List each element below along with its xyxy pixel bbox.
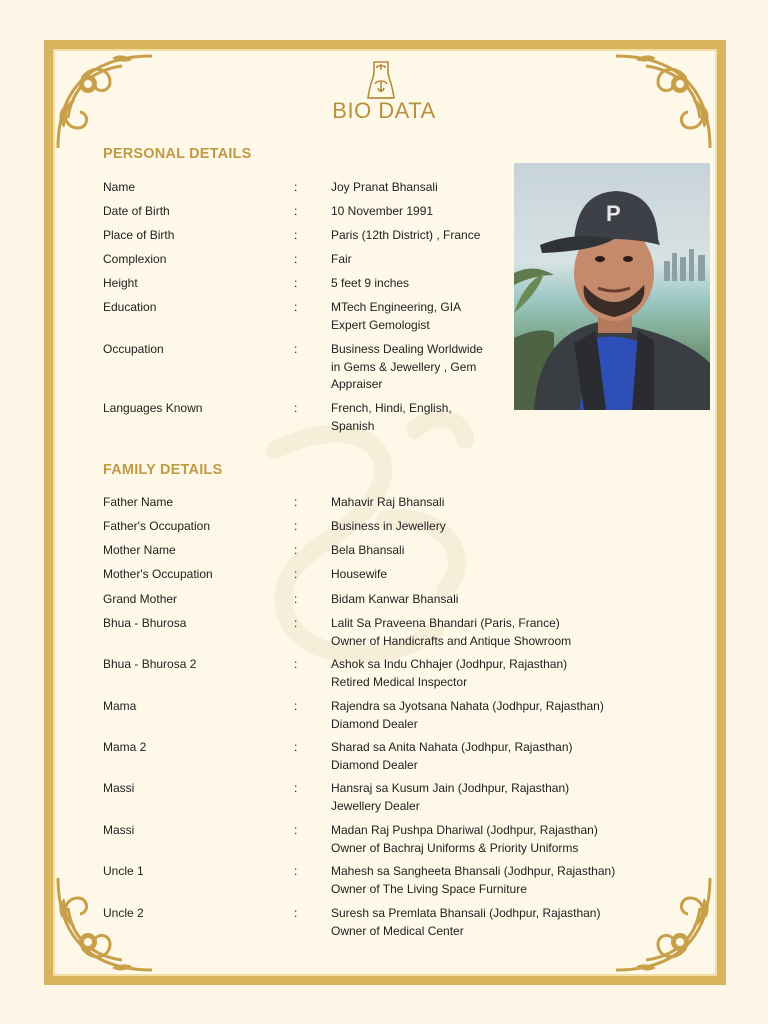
row-separator: : — [294, 616, 298, 630]
floral-corner-ornament — [604, 866, 716, 978]
svg-text:P: P — [606, 201, 621, 226]
row-separator: : — [294, 543, 298, 557]
jain-emblem-icon — [366, 58, 396, 102]
row-separator: : — [294, 495, 298, 509]
row-value: Lalit Sa Praveena Bhandari (Paris, France) Owner of Handicrafts and Antique Showroom — [331, 616, 572, 648]
row-label: Date of Birth — [103, 204, 170, 218]
row-separator: : — [294, 519, 298, 533]
row-value: 10 November 1991 — [331, 204, 434, 218]
row-value: Hansraj sa Kusum Jain (Jodhpur, Rajasthan) Jewellery Dealer — [331, 781, 570, 813]
row-label: Complexion — [103, 252, 167, 266]
row-separator: : — [294, 180, 298, 194]
row-label: Uncle 1 — [103, 864, 144, 878]
row-label: Mother's Occupation — [103, 567, 213, 581]
row-separator: : — [294, 740, 298, 754]
row-label: Father's Occupation — [103, 519, 211, 533]
row-separator: : — [294, 401, 298, 415]
row-separator: : — [294, 204, 298, 218]
row-label: Place of Birth — [103, 228, 175, 242]
row-label: Massi — [103, 781, 135, 795]
row-label: Bhua - Bhurosa — [103, 616, 187, 630]
row-value: Madan Raj Pushpa Dhariwal (Jodhpur, Rajasthan) Owner of Bachraj Uniforms & Priority Uniforms — [331, 823, 598, 855]
profile-photo — [514, 163, 710, 410]
row-label: Occupation — [103, 342, 164, 356]
row-separator: : — [294, 342, 298, 356]
row-value: Housewife — [331, 567, 388, 581]
row-label: Father Name — [103, 495, 174, 509]
row-value: Mahesh sa Sangheeta Bhansali (Jodhpur, Rajasthan) Owner of The Living Space Furniture — [331, 864, 616, 896]
row-value: Business Dealing Worldwide in Gems & Jewellery , Gem Appraiser — [331, 342, 483, 391]
row-label: Mother Name — [103, 543, 176, 557]
row-label: Bhua - Bhurosa 2 — [103, 657, 197, 671]
row-separator: : — [294, 699, 298, 713]
row-label: Education — [103, 300, 157, 314]
section-heading-family: FAMILY DETAILS — [103, 462, 223, 478]
row-separator: : — [294, 657, 298, 671]
row-label: Uncle 2 — [103, 906, 144, 920]
page-title: BIO DATA — [332, 98, 436, 123]
row-separator: : — [294, 823, 298, 837]
row-label: Name — [103, 180, 136, 194]
row-value: Sharad sa Anita Nahata (Jodhpur, Rajasthan) Diamond Dealer — [331, 740, 573, 772]
row-value: Mahavir Raj Bhansali — [331, 495, 445, 509]
row-value: Suresh sa Premlata Bhansali (Jodhpur, Rajasthan) Owner of Medical Center — [331, 906, 601, 938]
row-value: Ashok sa Indu Chhajer (Jodhpur, Rajasthan) Retired Medical Inspector — [331, 657, 568, 689]
row-value: MTech Engineering, GIA Expert Gemologist — [331, 300, 462, 332]
row-separator: : — [294, 592, 298, 606]
row-value: Bidam Kanwar Bhansali — [331, 592, 459, 606]
row-value: 5 feet 9 inches — [331, 276, 410, 290]
row-value: French, Hindi, English, Spanish — [331, 401, 452, 433]
row-value: Fair — [331, 252, 352, 266]
section-heading-personal: PERSONAL DETAILS — [103, 146, 252, 162]
row-separator: : — [294, 276, 298, 290]
row-label: Height — [103, 276, 138, 290]
row-separator: : — [294, 781, 298, 795]
row-label: Mama 2 — [103, 740, 147, 754]
row-value: Joy Pranat Bhansali — [331, 180, 438, 194]
row-value: Business in Jewellery — [331, 519, 446, 533]
row-value: Bela Bhansali — [331, 543, 405, 557]
row-separator: : — [294, 300, 298, 314]
row-value: Paris (12th District) , France — [331, 228, 481, 242]
row-label: Grand Mother — [103, 592, 178, 606]
row-separator: : — [294, 567, 298, 581]
row-label: Massi — [103, 823, 135, 837]
row-value: Rajendra sa Jyotsana Nahata (Jodhpur, Rajasthan) Diamond Dealer — [331, 699, 604, 731]
row-separator: : — [294, 252, 298, 266]
row-separator: : — [294, 228, 298, 242]
row-label: Mama — [103, 699, 137, 713]
row-separator: : — [294, 864, 298, 878]
row-label: Languages Known — [103, 401, 203, 415]
row-separator: : — [294, 906, 298, 920]
